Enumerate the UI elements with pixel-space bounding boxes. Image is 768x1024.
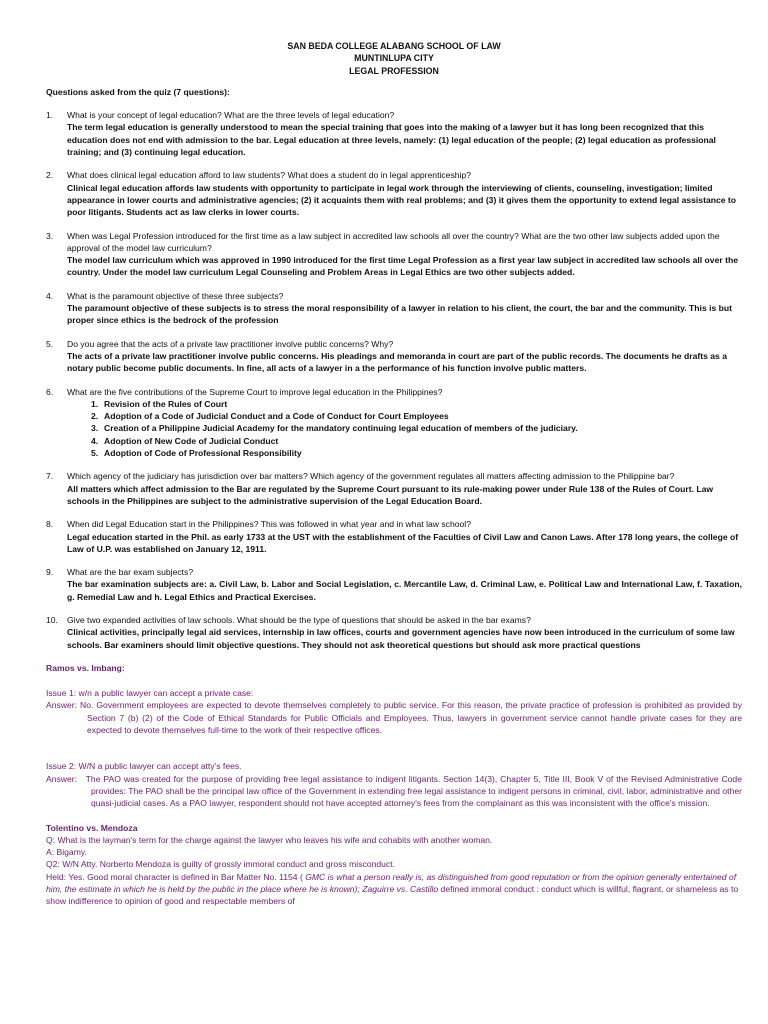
document-header: [46, 40, 742, 77]
question-text: What does clinical legal education afford to law students? What does a student do in legal apprenticeship?: [67, 170, 472, 181]
list-text: Creation of a Philippine Judicial Academy for the mandatory continuing legal education of members of the judiciary.: [104, 423, 578, 434]
question-item: [46, 470, 742, 507]
case-question-1: Q: What is the layman's term for the charge against the lawyer who leaves his wife and cohabits with another woman.: [46, 834, 493, 845]
answer-text: No. Government employees are expected to devote themselves completely to public service. For this reason, the private practice of profession is prohibited as provided by Section 7 (b) (2) of the Code of Ethical Standards for Public Officials and Employees. Thus, lawyers in government service cannot handle private cases for they are expected to devote themselves full-time to the work of their respective offices.: [80, 700, 743, 736]
question-number: 6.: [46, 386, 54, 397]
question-item: [46, 169, 742, 218]
case-title: Tolentino vs. Mendoza: [46, 822, 138, 833]
question-number: 10.: [46, 614, 58, 625]
answer-list-item: [91, 410, 742, 422]
question-number: 1.: [46, 110, 54, 121]
question-item: [46, 290, 742, 327]
answer-text: The model law curriculum which was approved in 1990 introduced for the first time Legal Profession as a first year law subject in accredited law schools all over the country. Under the model law curriculum Legal Counseling and Problem Areas in Legal Ethics are two other subjects added.: [67, 255, 738, 278]
answer-list: [67, 398, 742, 459]
question-number: 9.: [46, 567, 54, 578]
question-item: [46, 566, 742, 603]
held-text-start: Held: Yes. Good moral character is defined in Bar Matter No. 1154 (: [46, 871, 306, 882]
answer-list-item: [91, 435, 742, 447]
case-issue-1: Issue 1: w/n a public lawyer can accept a private case:: [46, 688, 254, 699]
case-title: Ramos vs. Imbang:: [46, 662, 125, 673]
question-number: 2.: [46, 170, 54, 181]
case-answer-2: [46, 773, 742, 810]
question-text: Give two expanded activities of law schools. What should be the type of questions that should be asked in the bar exams?: [67, 614, 531, 625]
list-text: Revision of the Rules of Court: [104, 398, 228, 409]
question-text: What is the paramount objective of these three subjects?: [67, 290, 284, 301]
list-number: 4.: [91, 435, 99, 446]
question-list: [46, 109, 742, 651]
list-number: 1.: [91, 398, 99, 409]
answer-text: The bar examination subjects are: a. Civil Law, b. Labor and Social Legislation, c. Mercantile Law, d. Criminal Law, e. Political Law and International Law, f. Taxation, g. Remedial Law and h. Legal Ethics and Practical Exercises.: [67, 579, 742, 602]
case-answer-1: [46, 699, 742, 736]
answer-label: Answer:: [46, 700, 78, 711]
question-number: 8.: [46, 519, 54, 530]
answer-text: Clinical activities, principally legal aid services, internship in law offices, courts and government agencies have now been introduced in the curriculum of some law schools. Bar examiners should limit objective questions. They should not ask theoretical questions but should ask more practical questions: [67, 627, 735, 650]
question-text: When was Legal Profession introduced for the first time as a law subject in accredited law schools all over the country? What are the two other law subjects added upon the approval of the model law curriculum?: [67, 230, 720, 253]
list-number: 5.: [91, 448, 99, 459]
question-text: Which agency of the judiciary has jurisdiction over bar matters? Which agency of the government regulates all matters affecting admission to the Philippine bar?: [67, 471, 675, 482]
held-text-end: defined immoral conduct : conduct which is willful, flagrant, or shameless as to show indifference to opinion of good and respectable members of: [46, 884, 739, 907]
answer-text: Clinical legal education affords law students with opportunity to participate in legal work through the interviewing of clients, counseling, investigation; limited appearance in lower courts and administrative agencies; (2) it acquaints them with real problems; and (3) it gives them the opportunity to extend legal assistance to poor litigants. Students act as law clerks in lower courts.: [67, 182, 737, 218]
city-name: MUNTINLUPA CITY: [354, 53, 434, 64]
question-number: 7.: [46, 471, 54, 482]
question-text: Do you agree that the acts of a private law practitioner involve public concerns? Why?: [67, 338, 394, 349]
quiz-title: Questions asked from the quiz (7 questions):: [46, 86, 230, 97]
list-text: Adoption of Code of Professional Responsibility: [104, 448, 302, 459]
answer-list-item: [91, 447, 742, 459]
question-number: 5.: [46, 338, 54, 349]
answer-text: The term legal education is generally understood to mean the special training that goes into the making of a lawyer but it has long been recognized that this education does not end with admission to the bar. Legal education at three levels, namely: (1) legal education of the people; (2) legal education as professional training; and (3) continuing legal education.: [67, 122, 716, 158]
answer-list-item: [91, 398, 742, 410]
question-text: When did Legal Education start in the Philippines? This was followed in what year and in what law school?: [67, 519, 471, 530]
question-number: 3.: [46, 230, 54, 241]
answer-text: The paramount objective of these subjects is to stress the moral responsibility of a lawyer in relation to his client, the court, the bar and the community. This is but proper since ethics is the bedrock of the profession: [67, 303, 733, 326]
case-tolentino-vs-mendoza: [46, 822, 742, 908]
answer-text: The acts of a private law practitioner involve public concerns. His pleadings and memoranda in court are part of the public records. The documents he drafts as a notary public become public documents. In fine, all acts of a lawyer in a the performance of his function involve public matters.: [67, 350, 727, 374]
list-text: Adoption of a Code of Judicial Conduct and a Code of Conduct for Court Employees: [104, 411, 449, 422]
answer-text: The PAO was created for the purpose of providing free legal assistance to indigent litigants. Section 14(3), Chapter 5, Title III, Book V of the Revised Administrative Code provides: The PAO shall be the principal law office of the Government in extending free legal assistance to indigent persons in criminal, civil, labor, administrative and other quasi-judicial cases. As a PAO lawyer, respondent should not have accepted attorney's fees from the complainant as this was inconsistent with the office's mission.: [85, 773, 742, 809]
held-text-italic: GMC is what a person really is, as distinguished from good reputation or from the opinion generally entertained of him, the estimate in which he is held by the public in the place where he is known); Zaguirre vs. Castillo: [46, 871, 737, 895]
question-text: What are the bar exam subjects?: [67, 567, 194, 578]
question-item: [46, 518, 742, 555]
subject-name: LEGAL PROFESSION: [349, 65, 439, 76]
case-issue-2: Issue 2: W/N a public lawyer can accept atty's fees.: [46, 761, 242, 772]
question-number: 4.: [46, 290, 54, 301]
answer-list-item: [91, 422, 742, 434]
question-item: [46, 386, 742, 460]
question-text: What are the five contributions of the Supreme Court to improve legal education in the Philippines?: [67, 386, 443, 397]
answer-text: All matters which affect admission to the Bar are regulated by the Supreme Court pursuant to its rule-making power under Rule 138 of the Rules of Court. Law schools in the Philippines are subject to the administrative supervision of the Legal Education Board.: [67, 483, 714, 506]
list-number: 3.: [91, 423, 99, 434]
case-ramos-vs-imbang: [46, 662, 742, 810]
question-item: [46, 338, 742, 375]
case-answer-1: A: Bigamy.: [46, 847, 87, 858]
case-held: [46, 871, 742, 908]
question-item: [46, 614, 742, 651]
school-name: SAN BEDA COLLEGE ALABANG SCHOOL OF LAW: [287, 41, 501, 51]
list-number: 2.: [91, 411, 99, 422]
list-text: Adoption of New Code of Judicial Conduct: [104, 435, 279, 446]
case-question-2: Q2: W/N Atty. Norberto Mendoza is guilty of grossly immoral conduct and gross misconduct.: [46, 859, 395, 870]
question-text: What is your concept of legal education? What are the three levels of legal education?: [67, 110, 395, 121]
answer-text: Legal education started in the Phil. as early 1733 at the UST with the establishment of the Faculties of Civil Law and Canon Laws. After 178 long years, the college of Law of U.P. was established on January 12, 1911.: [67, 531, 739, 554]
question-item: [46, 230, 742, 279]
answer-label: Answer:: [46, 773, 78, 784]
question-item: [46, 109, 742, 158]
